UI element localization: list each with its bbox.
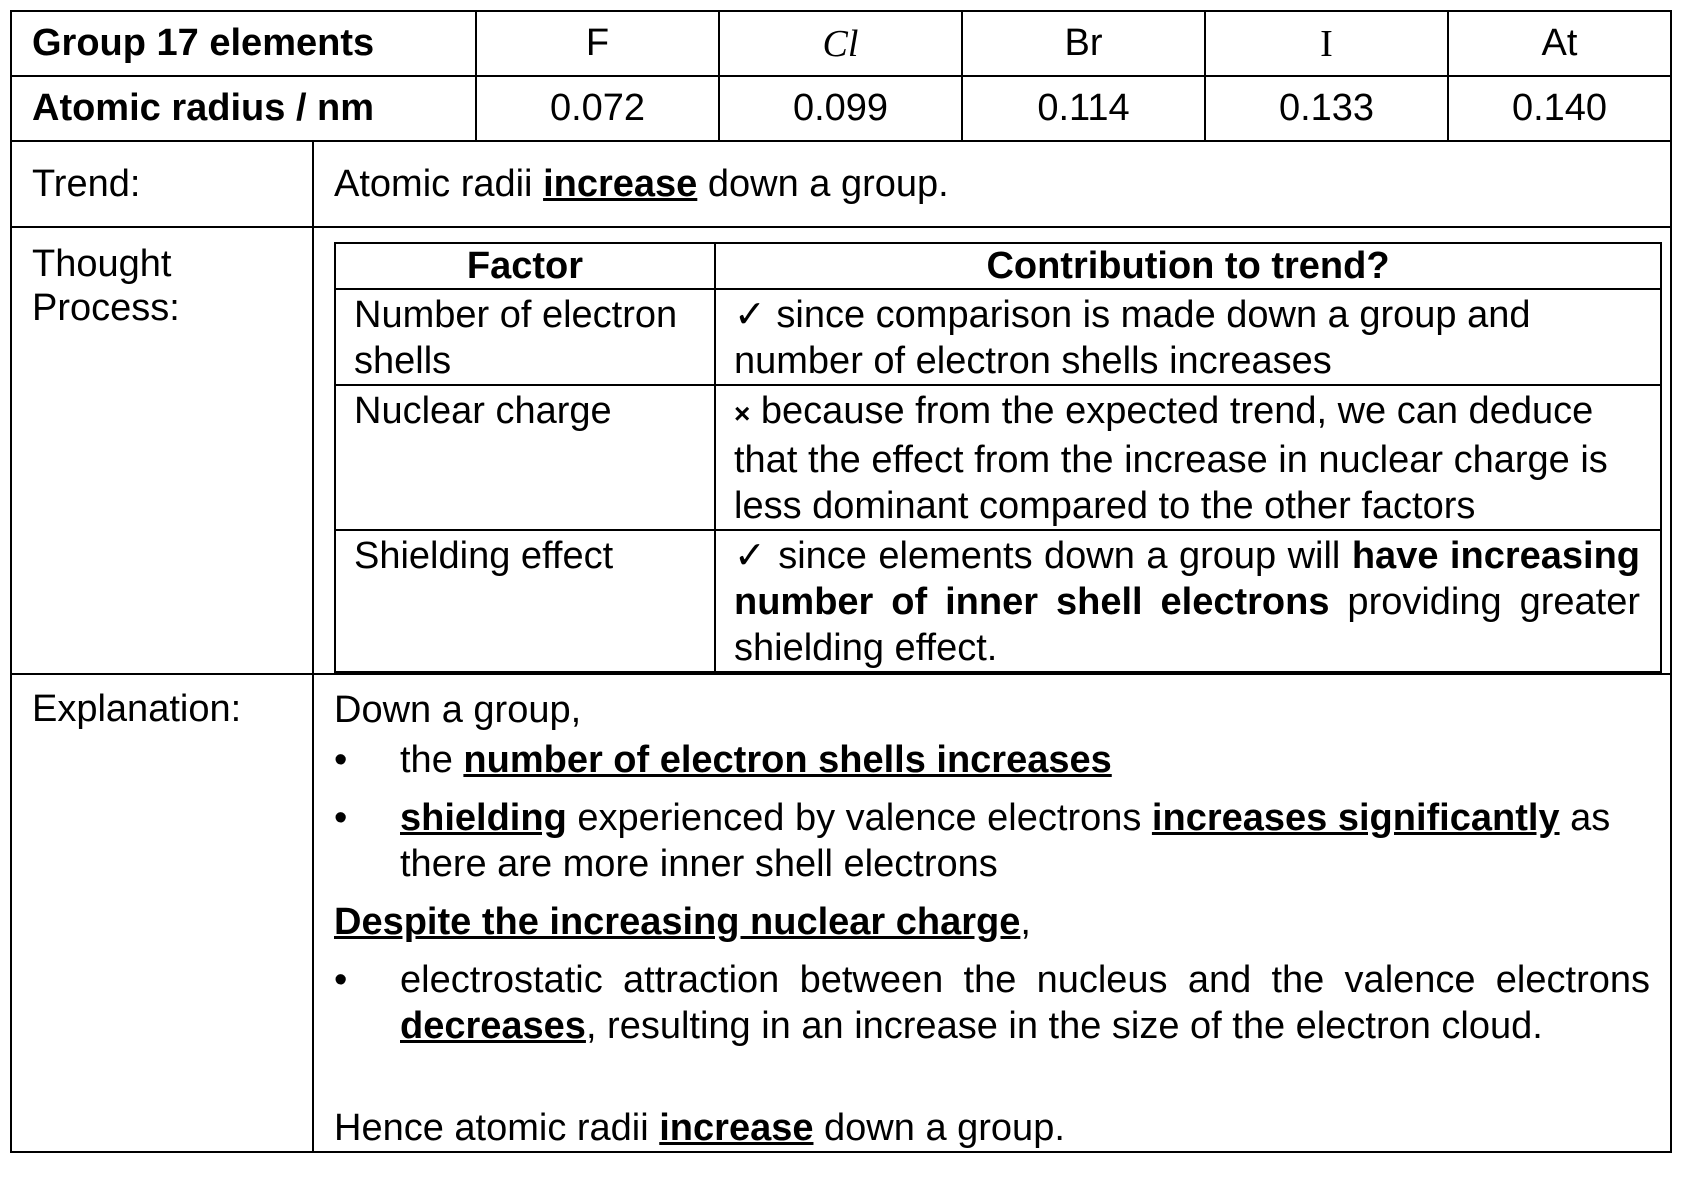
factor-row-shielding bbox=[335, 530, 1661, 672]
trend-text-after: down a group. bbox=[697, 162, 949, 205]
trend-statement bbox=[313, 141, 1671, 227]
element-at: At bbox=[1448, 11, 1671, 76]
radius-br: 0.114 bbox=[962, 76, 1205, 141]
element-i: I bbox=[1205, 11, 1448, 76]
explanation-despite bbox=[334, 899, 1650, 945]
explanation-body bbox=[313, 674, 1671, 1152]
explanation-row bbox=[11, 674, 1671, 1152]
contribution-shells bbox=[715, 289, 1661, 385]
explanation-bullet-2 bbox=[334, 795, 1650, 887]
thought-process-label bbox=[11, 227, 313, 674]
bullet-1-before: the bbox=[400, 739, 464, 781]
factor-table bbox=[334, 242, 1662, 673]
bullet-dot-icon: • bbox=[334, 739, 348, 781]
row-label-radius: Atomic radius / nm bbox=[11, 76, 476, 141]
despite-emph: Despite the increasing nuclear charge bbox=[334, 901, 1021, 943]
contribution-shielding-before: since elements down a group will bbox=[766, 535, 1352, 577]
bullet-2-emph2: increases significantly bbox=[1151, 797, 1560, 839]
trend-text-emph: increase bbox=[543, 162, 698, 205]
bullet-3-text bbox=[400, 957, 1650, 1049]
trend-label: Trend: bbox=[11, 141, 313, 227]
bullet-2-text bbox=[400, 795, 1650, 887]
contribution-nuclear-text: because from the expected trend, we can deduce that the effect from the increase in nuclear charge is less dominant compared to the other factors bbox=[734, 390, 1608, 527]
bullet-3-after: , resulting in an increase in the size of the electron cloud. bbox=[585, 1005, 1543, 1047]
row-label-elements: Group 17 elements bbox=[11, 11, 476, 76]
contribution-shielding-after: providing greater shielding effect. bbox=[734, 581, 1640, 669]
radius-at: 0.140 bbox=[1448, 76, 1671, 141]
radius-f: 0.072 bbox=[476, 76, 719, 141]
contribution-header: Contribution to trend? bbox=[715, 243, 1661, 289]
check-icon: ✓ bbox=[734, 535, 767, 577]
bullet-2-after: as there are more inner shell electrons bbox=[400, 797, 1611, 885]
contribution-shells-text: since comparison is made down a group and number of electron shells increases bbox=[734, 294, 1531, 382]
conclusion-after: down a group. bbox=[813, 1107, 1065, 1149]
bullet-dot-icon: • bbox=[334, 959, 348, 1001]
thought-label-line1: Thought bbox=[32, 243, 172, 285]
contribution-shielding bbox=[715, 530, 1661, 672]
factor-row-shells bbox=[335, 289, 1661, 385]
thought-process-row bbox=[11, 227, 1671, 674]
conclusion-emph: increase bbox=[659, 1107, 814, 1149]
factor-shells: Number of electron shells bbox=[335, 289, 715, 385]
bullet-1-emph: number of electron shells increases bbox=[463, 739, 1112, 781]
check-icon: ✓ bbox=[734, 294, 766, 336]
cross-icon: × bbox=[734, 398, 751, 429]
elements-row bbox=[11, 11, 1671, 76]
explanation-label: Explanation: bbox=[11, 674, 313, 1152]
bullet-1-text bbox=[400, 737, 1650, 783]
explanation-bullet-3 bbox=[334, 957, 1650, 1049]
explanation-bullet-1 bbox=[334, 737, 1650, 783]
notes-page bbox=[10, 10, 1670, 1153]
thought-label-line2: Process: bbox=[32, 287, 180, 329]
analysis-table bbox=[10, 140, 1672, 1153]
explanation-intro: Down a group, bbox=[334, 689, 582, 731]
factor-row-nuclear bbox=[335, 385, 1661, 530]
trend-text-before: Atomic radii bbox=[334, 162, 544, 205]
radius-row bbox=[11, 76, 1671, 141]
explanation-conclusion bbox=[334, 1105, 1650, 1151]
element-f: F bbox=[476, 11, 719, 76]
conclusion-before: Hence atomic radii bbox=[334, 1107, 660, 1149]
element-br: Br bbox=[962, 11, 1205, 76]
bullet-dot-icon: • bbox=[334, 797, 348, 839]
factor-cell bbox=[313, 227, 1671, 674]
radius-cl: 0.099 bbox=[719, 76, 962, 141]
bullet-2-emph1: shielding bbox=[400, 797, 567, 839]
trend-row bbox=[11, 141, 1671, 227]
element-cl: Cl bbox=[719, 11, 962, 76]
contribution-nuclear bbox=[715, 385, 1661, 530]
bullet-3-emph: decreases bbox=[400, 1005, 586, 1047]
despite-after: , bbox=[1020, 901, 1031, 943]
factor-nuclear: Nuclear charge bbox=[335, 385, 715, 530]
bullet-3-before: electrostatic attraction between the nucleus and the valence electrons bbox=[400, 959, 1650, 1001]
bullet-2-mid: experienced by valence electrons bbox=[566, 797, 1152, 839]
radius-i: 0.133 bbox=[1205, 76, 1448, 141]
contribution-shielding-bold: have increasing number of inner shell electrons bbox=[734, 535, 1640, 623]
factor-header-row bbox=[335, 243, 1661, 289]
factor-shielding: Shielding effect bbox=[335, 530, 715, 672]
factor-header: Factor bbox=[335, 243, 715, 289]
element-radius-table bbox=[10, 10, 1672, 142]
